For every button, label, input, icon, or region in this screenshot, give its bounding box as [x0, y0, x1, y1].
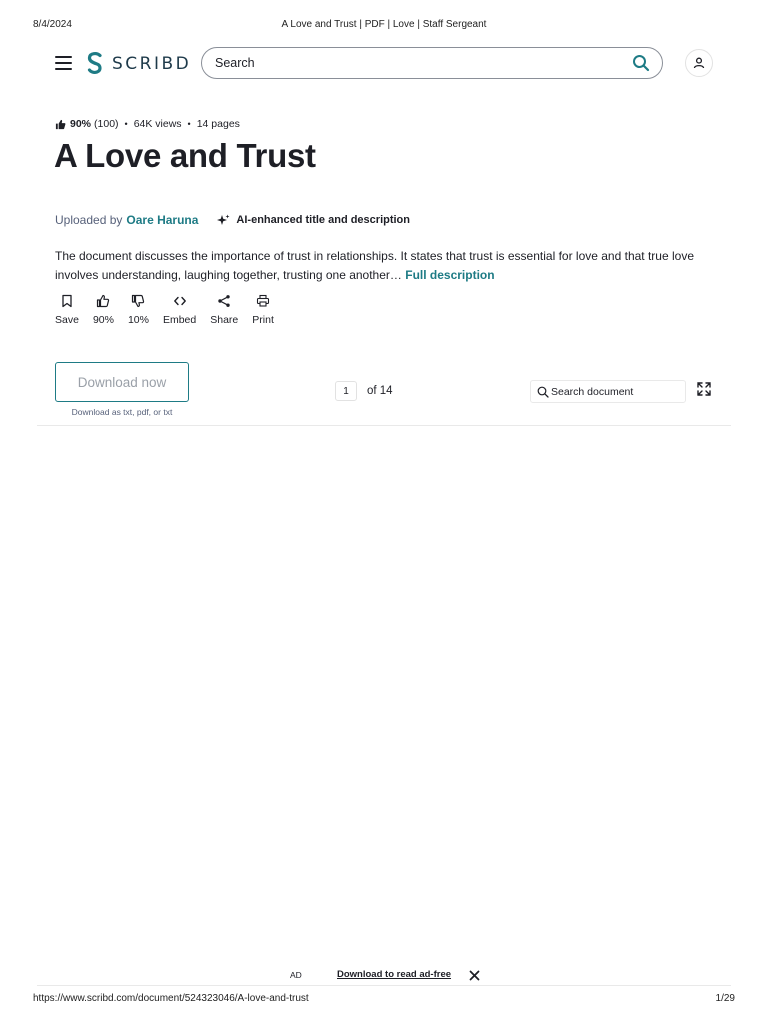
hamburger-menu-icon[interactable] — [55, 56, 72, 70]
rating-count: (100) — [94, 118, 119, 130]
printer-icon — [256, 294, 270, 308]
toolbar-divider — [37, 425, 731, 426]
logo-wordmark: SCRIBD — [112, 54, 192, 74]
embed-button[interactable] — [163, 294, 196, 326]
view-count: 64K views — [133, 118, 182, 130]
rating-percent: 90% — [70, 118, 92, 130]
print-button[interactable] — [252, 294, 274, 326]
share-button[interactable] — [210, 294, 238, 326]
separator-dot: • — [187, 119, 191, 129]
dislike-percent: 10% — [127, 314, 149, 326]
user-icon — [693, 57, 705, 69]
ad-label: AD — [290, 970, 302, 980]
thumbs-down-icon — [131, 294, 145, 308]
upload-info — [55, 213, 410, 227]
document-meta — [55, 118, 240, 130]
ai-enhanced-badge — [217, 214, 410, 227]
page-number-input[interactable] — [335, 381, 357, 401]
like-button[interactable] — [93, 294, 114, 326]
print-label: Print — [252, 314, 274, 326]
description-text: The document discusses the importance of trust in relationships. It states that trust is essential for love and that true love involves understanding, laughing together, trusting one another… — [55, 249, 694, 282]
download-formats-note: Download as txt, pdf, or txt — [71, 407, 173, 417]
document-search-input[interactable] — [551, 381, 681, 402]
uploader-link[interactable]: Oare Haruna — [126, 213, 199, 227]
search-icon[interactable] — [632, 54, 650, 72]
print-page-number: 1/29 — [715, 993, 735, 1004]
like-percent: 90% — [92, 314, 114, 326]
page-total: of 14 — [367, 385, 393, 397]
sparkle-icon — [217, 214, 230, 227]
save-button[interactable] — [55, 294, 79, 326]
document-description — [55, 247, 715, 284]
search-bar — [201, 47, 663, 79]
print-page-title: A Love and Trust | PDF | Love | Staff Sergeant — [281, 19, 487, 30]
bookmark-icon — [60, 294, 74, 308]
download-ad-free-link[interactable]: Download to read ad-free — [337, 969, 452, 980]
scribd-logo-icon — [85, 51, 105, 77]
page-count: 14 pages — [196, 118, 240, 130]
code-icon — [173, 294, 187, 308]
embed-label: Embed — [162, 314, 197, 326]
top-navigation-bar — [0, 44, 768, 84]
uploaded-by-label: Uploaded by — [55, 213, 123, 227]
fullscreen-icon[interactable] — [697, 382, 711, 396]
save-label: Save — [55, 314, 79, 326]
download-now-button[interactable]: Download now — [55, 362, 189, 402]
share-icon — [217, 294, 231, 308]
share-label: Share — [210, 314, 239, 326]
search-icon — [537, 386, 549, 398]
print-url: https://www.scribd.com/document/524323046/A-love-and-trust — [33, 993, 309, 1004]
separator-dot: • — [124, 119, 128, 129]
page-navigator — [335, 381, 393, 401]
ad-divider — [37, 985, 731, 986]
ad-bar — [0, 968, 768, 984]
close-icon[interactable] — [469, 970, 480, 981]
search-input[interactable] — [215, 48, 615, 78]
document-search-box — [530, 380, 686, 403]
print-date: 8/4/2024 — [33, 19, 72, 30]
thumbs-up-filled-icon — [55, 119, 66, 130]
thumbs-up-icon — [96, 294, 110, 308]
document-actions — [55, 294, 288, 326]
scribd-logo[interactable] — [85, 51, 191, 77]
dislike-button[interactable] — [128, 294, 149, 326]
document-title: A Love and Trust — [54, 137, 316, 174]
ai-badge-text: AI-enhanced title and description — [236, 214, 410, 226]
user-account-button[interactable] — [685, 49, 713, 77]
full-description-link[interactable]: Full description — [405, 267, 495, 282]
